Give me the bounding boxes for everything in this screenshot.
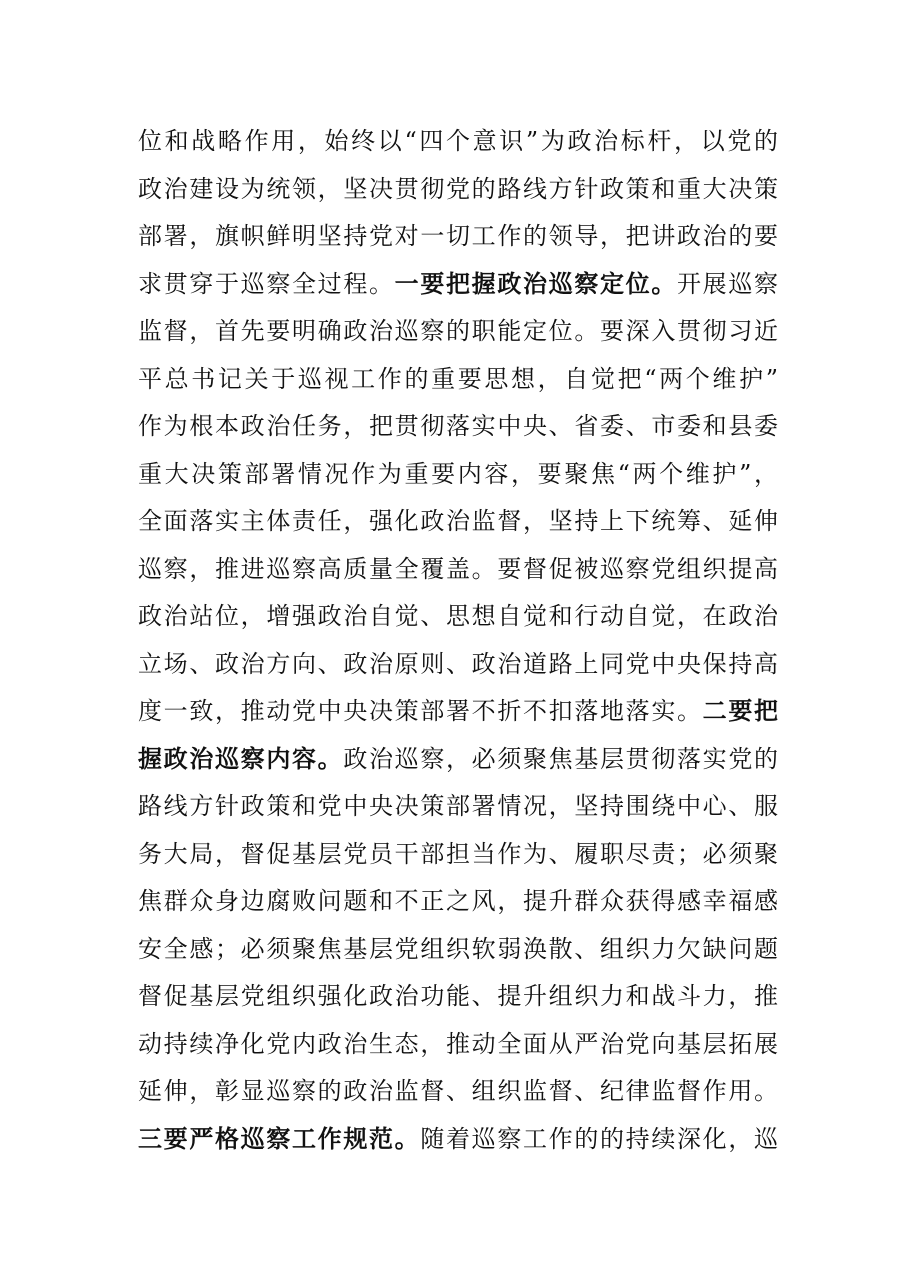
body-text: 动持续净化党内政治生态，推动全面从严治党向基层拓展	[138, 1029, 778, 1058]
body-text: 焦群众身边腐败问题和不正之风，提升群众获得感幸福感	[138, 887, 778, 915]
body-text: 务大局，督促基层党员干部担当作为、履职尽责；必须聚	[138, 839, 778, 868]
text-line	[138, 878, 778, 926]
body-text: 求贯穿于巡察全过程。	[138, 269, 395, 298]
text-line	[138, 213, 778, 261]
body-text: 政治巡察，必须聚焦基层贯彻落实党的	[343, 744, 779, 773]
text-line	[138, 641, 778, 689]
bold-heading-text: 二要把	[702, 697, 779, 725]
text-line	[138, 546, 778, 594]
body-text: 开展巡察	[677, 269, 779, 298]
text-line	[138, 261, 778, 309]
text-line	[138, 451, 778, 499]
body-text: 全面落实主体责任，强化政治监督，坚持上下统筹、延伸	[138, 507, 778, 535]
text-line	[138, 308, 778, 356]
bold-heading-text: 握政治巡察内容。	[138, 744, 344, 773]
body-text: 作为根本政治任务，把贯彻落实中央、省委、市委和县委	[138, 412, 778, 440]
text-line	[138, 831, 778, 879]
text-line	[138, 926, 778, 974]
text-line	[138, 1116, 778, 1164]
text-line	[138, 688, 778, 736]
body-text: 度一致，推动党中央决策部署不折不扣落地落实。	[138, 697, 703, 725]
body-text: 延伸，彰显巡察的政治监督、组织监督、纪律监督作用。	[138, 1077, 778, 1105]
text-line	[138, 1021, 778, 1069]
body-text: 政治站位，增强政治自觉、思想自觉和行动自觉，在政治	[138, 602, 778, 630]
body-text: 重大决策部署情况作为重要内容，要聚焦“两个维护”，	[138, 459, 778, 488]
bold-heading-text: 一要把握政治巡察定位。	[394, 269, 678, 298]
text-line	[138, 166, 778, 214]
bold-heading-text: 三要严格巡察工作规范。	[138, 1124, 421, 1153]
text-line	[138, 783, 778, 831]
body-text: 监督，首先要明确政治巡察的职能定位。要深入贯彻习近	[138, 317, 778, 345]
text-line	[138, 403, 778, 451]
body-text: 督促基层党组织强化政治功能、提升组织力和战斗力，推	[138, 982, 778, 1010]
body-text: 安全感；必须聚焦基层党组织软弱涣散、组织力欠缺问题	[138, 934, 778, 963]
text-line	[138, 356, 778, 404]
body-text: 位和战略作用，始终以“四个意识”为政治标杆，以党的	[138, 127, 778, 155]
body-text: 随着巡察工作的的持续深化，巡	[420, 1124, 779, 1153]
text-line	[138, 118, 778, 166]
body-text: 政治建设为统领，坚决贯彻党的路线方针政策和重大决策	[138, 174, 778, 203]
body-text: 立场、政治方向、政治原则、政治道路上同党中央保持高	[138, 649, 778, 678]
text-line	[138, 498, 778, 546]
body-text: 路线方针政策和党中央决策部署情况，坚持围绕中心、服	[138, 792, 778, 820]
body-text: 部署，旗帜鲜明坚持党对一切工作的领导，把讲政治的要	[138, 222, 778, 250]
body-text: 平总书记关于巡视工作的重要思想，自觉把“两个维护”	[138, 364, 778, 393]
text-line	[138, 593, 778, 641]
text-line	[138, 973, 778, 1021]
body-text: 巡察，推进巡察高质量全覆盖。要督促被巡察党组织提高	[138, 554, 778, 583]
text-line	[138, 1068, 778, 1116]
body-paragraph	[138, 118, 778, 1163]
text-line	[138, 736, 778, 784]
